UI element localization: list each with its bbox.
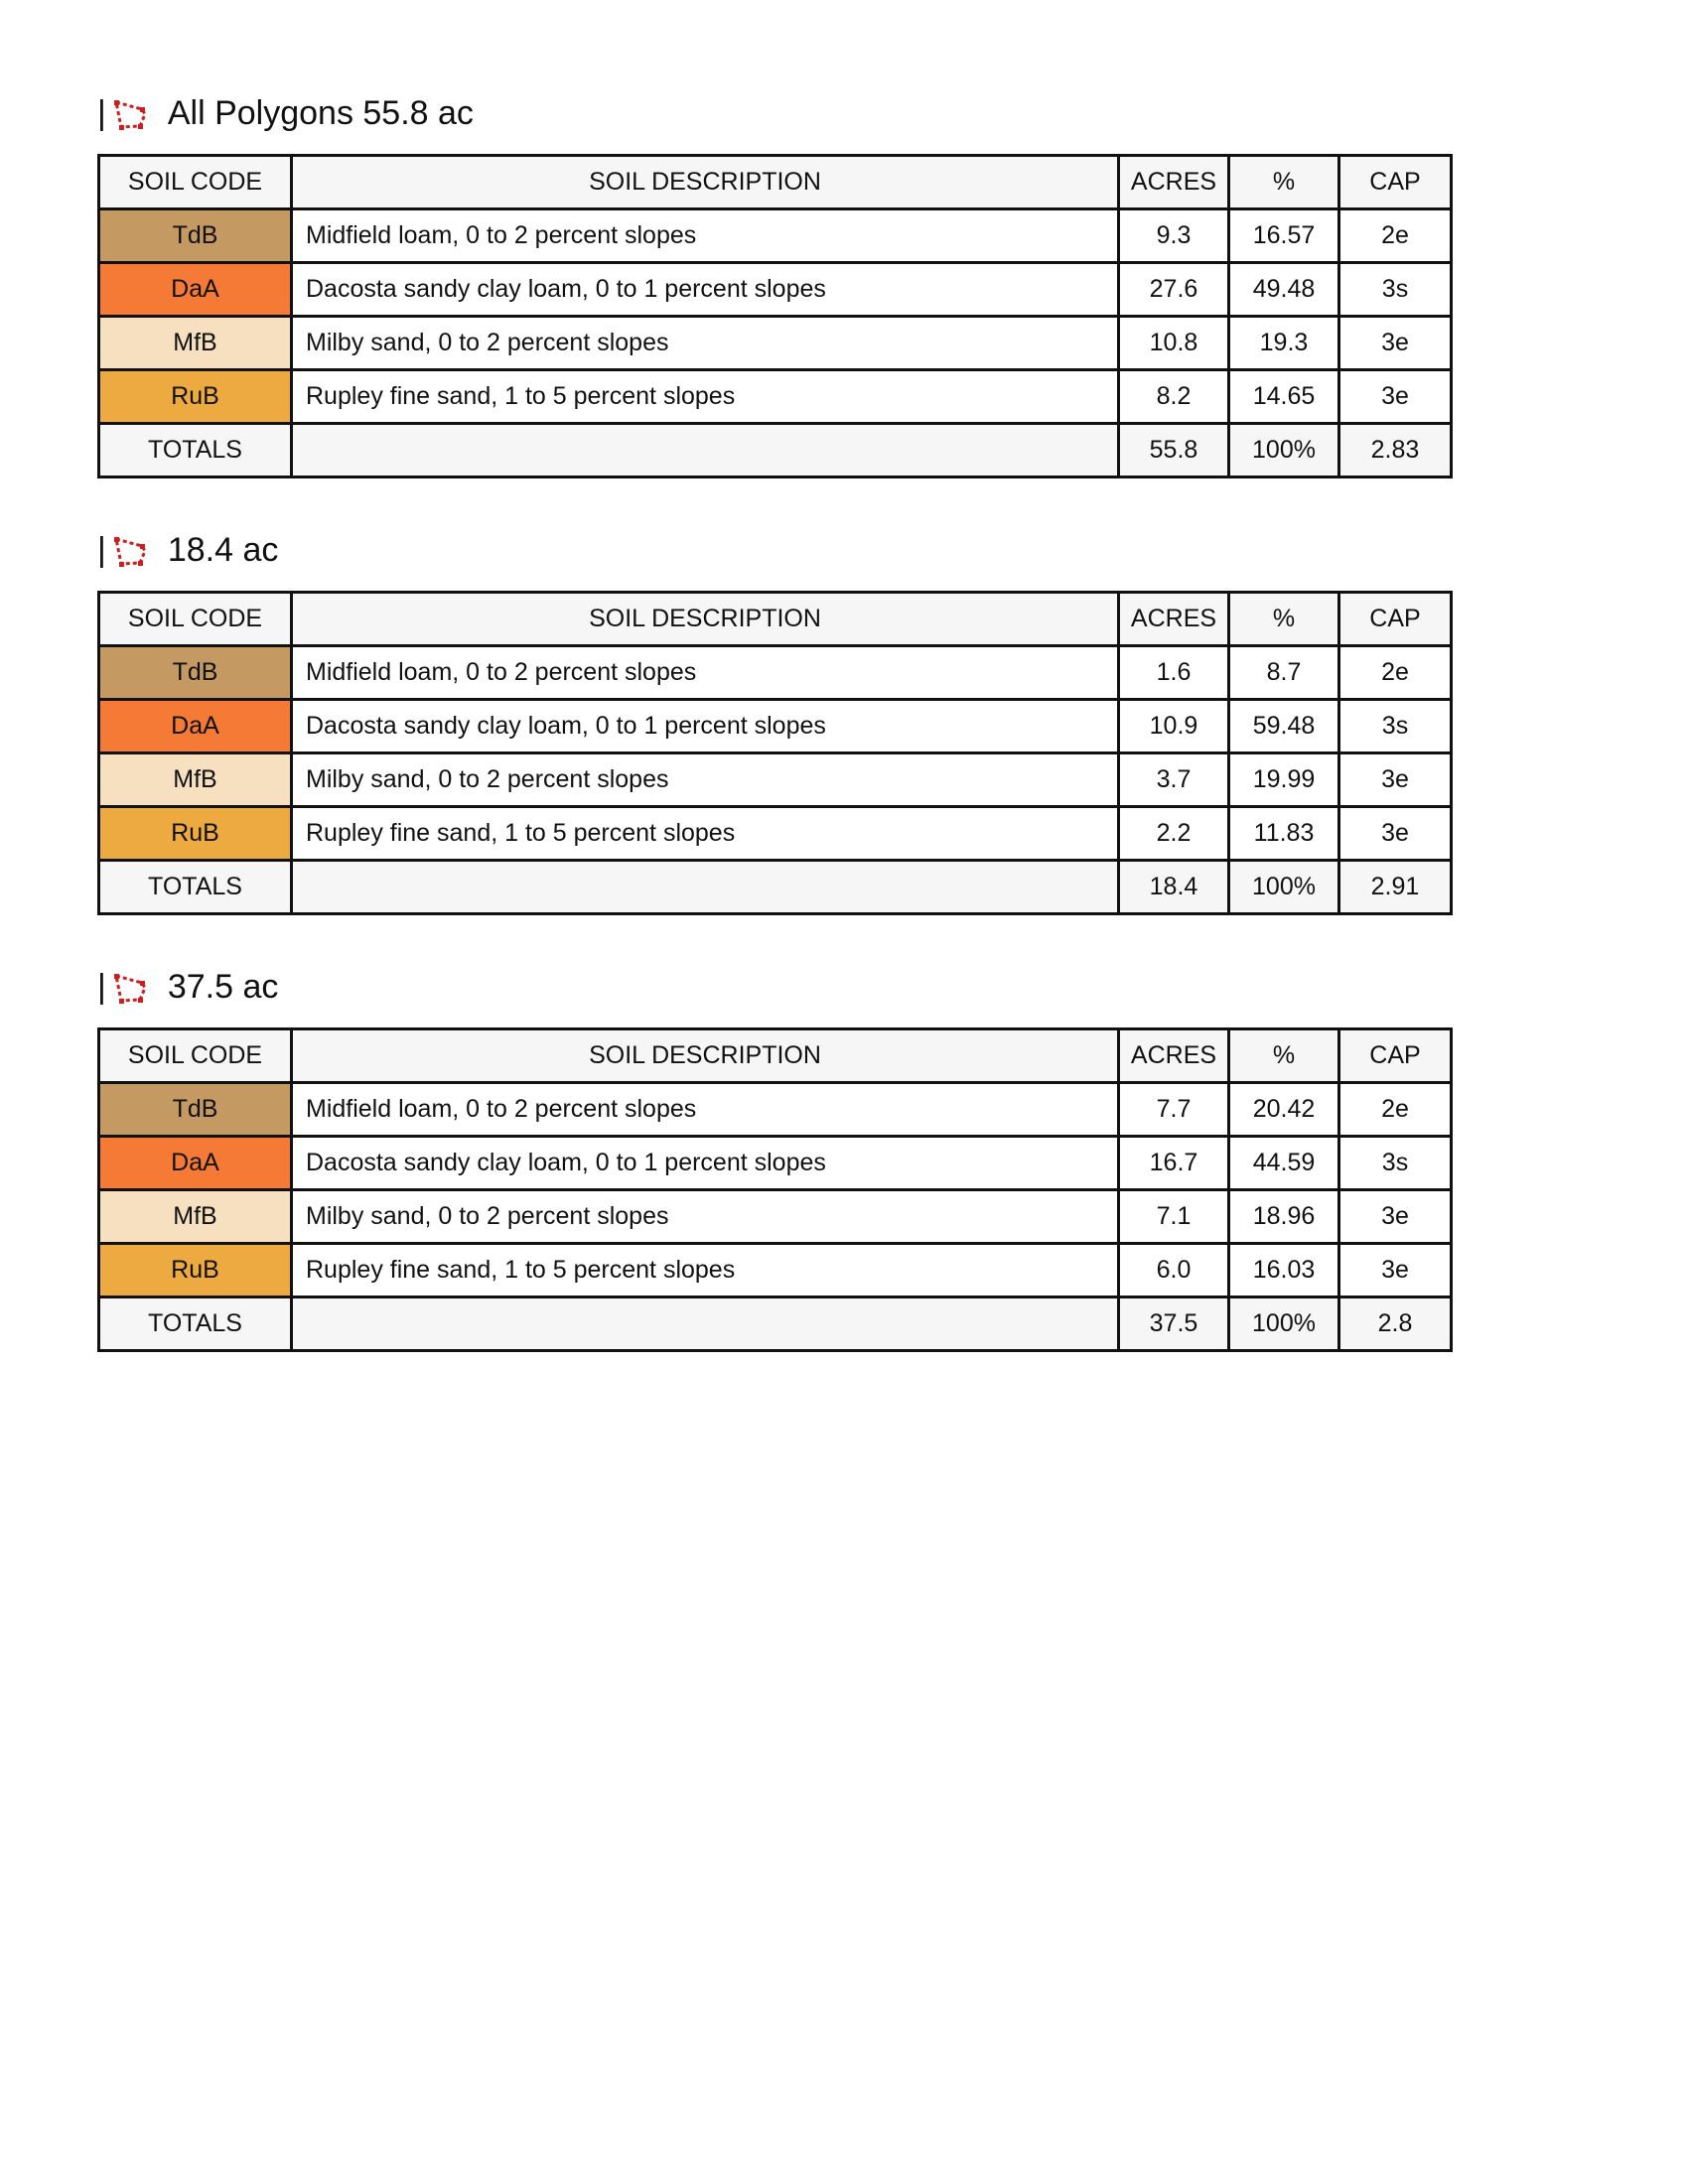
totals-acres: 37.5 — [1119, 1297, 1229, 1351]
section-heading — [97, 526, 1448, 574]
totals-percent: 100% — [1229, 861, 1339, 914]
soil-code-cell: RuB — [99, 1244, 292, 1297]
section-title: 18.4 ac — [167, 530, 279, 569]
table-row — [99, 317, 1452, 370]
acres-cell: 10.8 — [1119, 317, 1229, 370]
cap-cell: 2e — [1339, 209, 1452, 263]
cap-cell: 3e — [1339, 317, 1452, 370]
soil-code-cell: MfB — [99, 1190, 292, 1244]
table-row — [99, 1190, 1452, 1244]
soil-table — [97, 591, 1453, 915]
cap-cell: 3e — [1339, 1244, 1452, 1297]
soil-description-cell: Milby sand, 0 to 2 percent slopes — [292, 1190, 1119, 1244]
totals-blank-cell — [292, 1297, 1119, 1351]
soil-code-cell: TdB — [99, 646, 292, 700]
cap-cell: 3e — [1339, 370, 1452, 424]
acres-cell: 3.7 — [1119, 753, 1229, 807]
totals-label: TOTALS — [99, 424, 292, 478]
percent-cell: 16.03 — [1229, 1244, 1339, 1297]
cap-cell: 2e — [1339, 646, 1452, 700]
totals-blank-cell — [292, 424, 1119, 478]
soil-code-cell: MfB — [99, 753, 292, 807]
soil-description-cell: Rupley fine sand, 1 to 5 percent slopes — [292, 807, 1119, 861]
soil-code-cell: TdB — [99, 1083, 292, 1137]
percent-cell: 59.48 — [1229, 700, 1339, 753]
soil-description-cell: Milby sand, 0 to 2 percent slopes — [292, 753, 1119, 807]
percent-cell: 44.59 — [1229, 1137, 1339, 1190]
totals-row — [99, 1297, 1452, 1351]
cap-cell: 3e — [1339, 1190, 1452, 1244]
totals-acres: 55.8 — [1119, 424, 1229, 478]
percent-cell: 49.48 — [1229, 263, 1339, 317]
header-percent: % — [1229, 593, 1339, 646]
polygon-icon — [112, 970, 150, 1004]
cap-cell: 3s — [1339, 700, 1452, 753]
totals-percent: 100% — [1229, 424, 1339, 478]
percent-cell: 16.57 — [1229, 209, 1339, 263]
header-soil-description: SOIL DESCRIPTION — [292, 593, 1119, 646]
header-row — [99, 156, 1452, 209]
table-row — [99, 1137, 1452, 1190]
cap-cell: 3e — [1339, 807, 1452, 861]
totals-row — [99, 861, 1452, 914]
totals-cap: 2.8 — [1339, 1297, 1452, 1351]
table-row — [99, 370, 1452, 424]
soil-description-cell: Dacosta sandy clay loam, 0 to 1 percent slopes — [292, 1137, 1119, 1190]
totals-label: TOTALS — [99, 1297, 292, 1351]
soil-description-cell: Milby sand, 0 to 2 percent slopes — [292, 317, 1119, 370]
soil-code-cell: MfB — [99, 317, 292, 370]
divider-bar: | — [97, 968, 106, 1006]
soil-code-cell: DaA — [99, 700, 292, 753]
divider-bar: | — [97, 94, 106, 132]
soil-description-cell: Rupley fine sand, 1 to 5 percent slopes — [292, 370, 1119, 424]
header-percent: % — [1229, 156, 1339, 209]
polygon-icon — [112, 96, 150, 130]
soil-section — [97, 89, 1448, 478]
soil-code-cell: TdB — [99, 209, 292, 263]
table-row — [99, 209, 1452, 263]
cap-cell: 3s — [1339, 263, 1452, 317]
soil-section — [97, 963, 1448, 1352]
soil-section — [97, 526, 1448, 915]
header-row — [99, 593, 1452, 646]
divider-bar: | — [97, 531, 106, 569]
totals-cap: 2.91 — [1339, 861, 1452, 914]
header-cap: CAP — [1339, 156, 1452, 209]
percent-cell: 11.83 — [1229, 807, 1339, 861]
table-row — [99, 263, 1452, 317]
section-heading — [97, 89, 1448, 137]
cap-cell: 3e — [1339, 753, 1452, 807]
table-row — [99, 1244, 1452, 1297]
percent-cell: 20.42 — [1229, 1083, 1339, 1137]
percent-cell: 14.65 — [1229, 370, 1339, 424]
totals-percent: 100% — [1229, 1297, 1339, 1351]
soil-description-cell: Dacosta sandy clay loam, 0 to 1 percent slopes — [292, 263, 1119, 317]
header-acres: ACRES — [1119, 156, 1229, 209]
acres-cell: 1.6 — [1119, 646, 1229, 700]
totals-blank-cell — [292, 861, 1119, 914]
totals-acres: 18.4 — [1119, 861, 1229, 914]
percent-cell: 8.7 — [1229, 646, 1339, 700]
soil-code-cell: RuB — [99, 807, 292, 861]
percent-cell: 19.3 — [1229, 317, 1339, 370]
soil-description-cell: Midfield loam, 0 to 2 percent slopes — [292, 646, 1119, 700]
acres-cell: 6.0 — [1119, 1244, 1229, 1297]
soil-report — [97, 89, 1448, 1400]
section-title: 37.5 ac — [167, 967, 279, 1006]
header-cap: CAP — [1339, 1029, 1452, 1083]
header-acres: ACRES — [1119, 1029, 1229, 1083]
soil-code-cell: RuB — [99, 370, 292, 424]
acres-cell: 27.6 — [1119, 263, 1229, 317]
header-cap: CAP — [1339, 593, 1452, 646]
header-soil-description: SOIL DESCRIPTION — [292, 156, 1119, 209]
soil-description-cell: Rupley fine sand, 1 to 5 percent slopes — [292, 1244, 1119, 1297]
acres-cell: 8.2 — [1119, 370, 1229, 424]
polygon-icon — [112, 533, 150, 567]
soil-table — [97, 1027, 1453, 1352]
soil-description-cell: Dacosta sandy clay loam, 0 to 1 percent slopes — [292, 700, 1119, 753]
section-heading — [97, 963, 1448, 1011]
acres-cell: 2.2 — [1119, 807, 1229, 861]
table-row — [99, 646, 1452, 700]
acres-cell: 10.9 — [1119, 700, 1229, 753]
soil-description-cell: Midfield loam, 0 to 2 percent slopes — [292, 1083, 1119, 1137]
header-acres: ACRES — [1119, 593, 1229, 646]
soil-code-cell: DaA — [99, 1137, 292, 1190]
cap-cell: 3s — [1339, 1137, 1452, 1190]
header-percent: % — [1229, 1029, 1339, 1083]
percent-cell: 18.96 — [1229, 1190, 1339, 1244]
table-row — [99, 807, 1452, 861]
header-soil-code: SOIL CODE — [99, 1029, 292, 1083]
acres-cell: 16.7 — [1119, 1137, 1229, 1190]
table-row — [99, 753, 1452, 807]
acres-cell: 7.1 — [1119, 1190, 1229, 1244]
header-soil-code: SOIL CODE — [99, 593, 292, 646]
table-row — [99, 1083, 1452, 1137]
header-soil-description: SOIL DESCRIPTION — [292, 1029, 1119, 1083]
header-soil-code: SOIL CODE — [99, 156, 292, 209]
percent-cell: 19.99 — [1229, 753, 1339, 807]
acres-cell: 9.3 — [1119, 209, 1229, 263]
totals-cap: 2.83 — [1339, 424, 1452, 478]
totals-row — [99, 424, 1452, 478]
totals-label: TOTALS — [99, 861, 292, 914]
header-row — [99, 1029, 1452, 1083]
soil-code-cell: DaA — [99, 263, 292, 317]
soil-table — [97, 154, 1453, 478]
table-row — [99, 700, 1452, 753]
cap-cell: 2e — [1339, 1083, 1452, 1137]
section-title: All Polygons 55.8 ac — [167, 93, 474, 132]
soil-description-cell: Midfield loam, 0 to 2 percent slopes — [292, 209, 1119, 263]
acres-cell: 7.7 — [1119, 1083, 1229, 1137]
